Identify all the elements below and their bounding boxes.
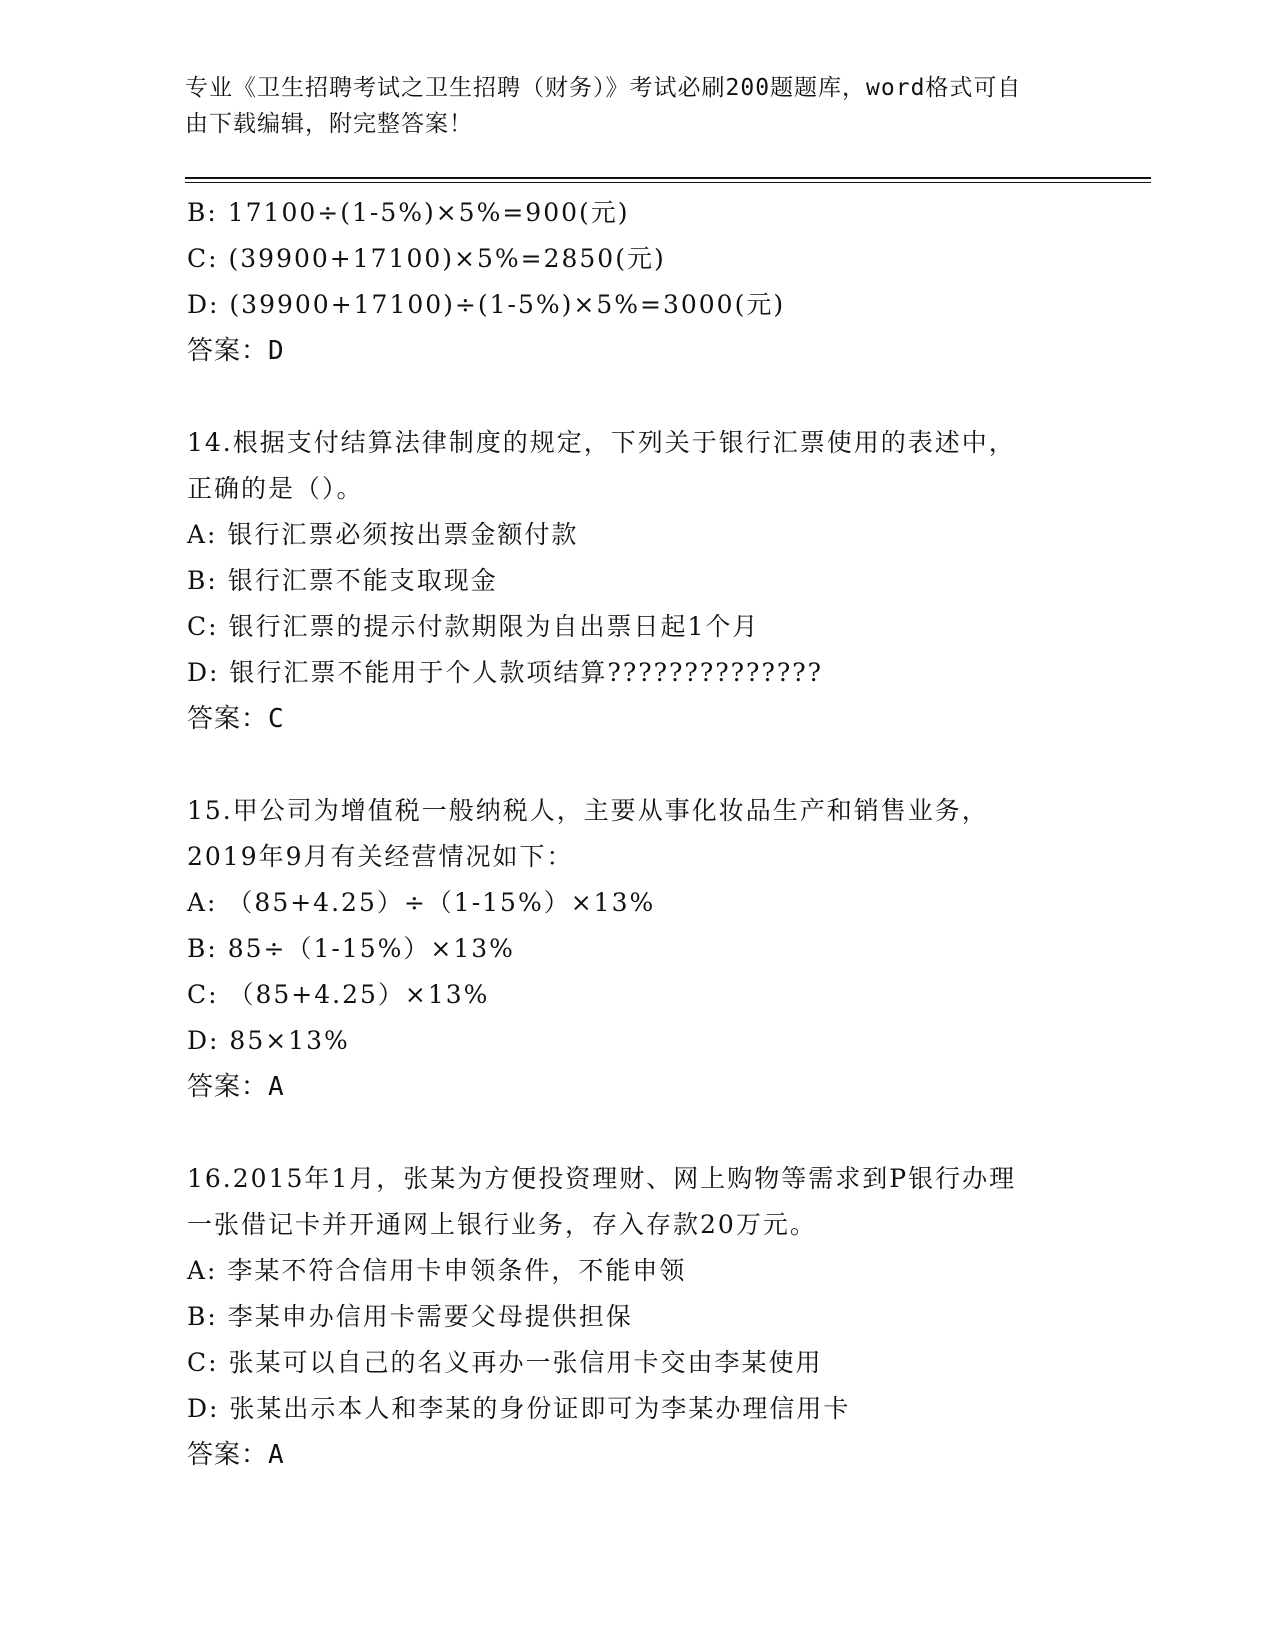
header-divider-thin — [185, 182, 1151, 183]
option-c: C: 张某可以自己的名义再办一张信用卡交由李某使用 — [187, 1348, 823, 1377]
answer: 答案：D — [187, 336, 285, 366]
question-stem-continued: 正确的是（）。 — [187, 474, 364, 503]
option-c: C: （85+4.25）×13% — [187, 980, 490, 1009]
question-stem-continued: 2019年9月有关经营情况如下： — [187, 842, 574, 871]
spacer — [187, 374, 1147, 420]
answer: 答案：C — [187, 704, 285, 734]
question-stem-continued: 一张借记卡并开通网上银行业务，存入存款20万元。 — [187, 1210, 817, 1239]
option-b: B: 李某申办信用卡需要父母提供担保 — [187, 1302, 633, 1331]
header-divider-thick — [185, 177, 1151, 179]
option-a: A: （85+4.25）÷（1-15%）×13% — [187, 888, 656, 917]
question-stem: 16.2015年1月，张某为方便投资理财、网上购物等需求到P银行办理 — [187, 1164, 1017, 1193]
option-a: A: 银行汇票必须按出票金额付款 — [187, 520, 579, 549]
option-b: B: 85÷（1-15%）×13% — [187, 934, 515, 963]
option-d: D: 张某出示本人和李某的身份证即可为李某办理信用卡 — [187, 1394, 851, 1423]
option-d: D: 85×13% — [187, 1026, 350, 1055]
question-13-fragment — [187, 190, 1147, 374]
question-stem: 15.甲公司为增值税一般纳税人，主要从事化妆品生产和销售业务， — [187, 796, 989, 825]
option-b: B: 17100÷(1-5%)×5%=900(元) — [187, 198, 630, 227]
header-line-2: 由下载编辑，附完整答案！ — [185, 111, 473, 137]
option-d: D: (39900+17100)÷(1-5%)×5%=3000(元) — [187, 290, 786, 319]
option-b: B: 银行汇票不能支取现金 — [187, 566, 498, 595]
question-14 — [187, 420, 1147, 742]
document-body — [187, 190, 1147, 1478]
spacer — [187, 742, 1147, 788]
header-line-1: 专业《卫生招聘考试之卫生招聘（财务）》考试必刷200题题库，word格式可自 — [185, 75, 1022, 101]
option-d: D: 银行汇票不能用于个人款项结算?????????????? — [187, 658, 824, 687]
answer: 答案：A — [187, 1072, 285, 1102]
question-15 — [187, 788, 1147, 1110]
spacer — [187, 1110, 1147, 1156]
answer: 答案：A — [187, 1440, 285, 1470]
option-c: C: (39900+17100)×5%=2850(元) — [187, 244, 666, 273]
question-16 — [187, 1156, 1147, 1478]
option-c: C: 银行汇票的提示付款期限为自出票日起1个月 — [187, 612, 760, 641]
question-stem: 14.根据支付结算法律制度的规定，下列关于银行汇票使用的表述中， — [187, 428, 1016, 457]
option-a: A: 李某不符合信用卡申领条件，不能申领 — [187, 1256, 687, 1285]
document-header — [185, 70, 1085, 142]
